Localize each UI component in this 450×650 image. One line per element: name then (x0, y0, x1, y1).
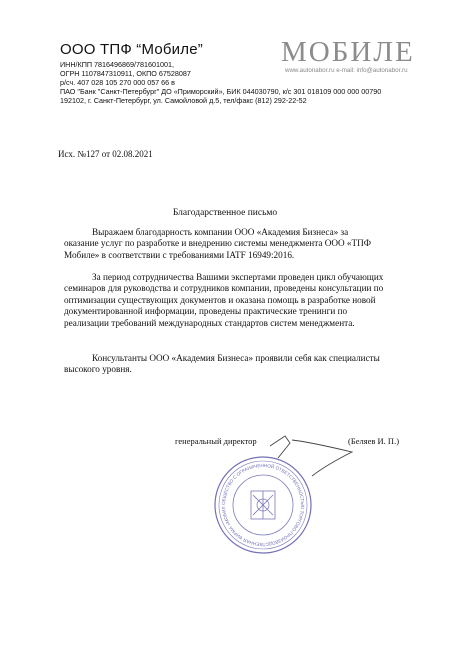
letter-paragraph: Консультанты ООО «Академия Бизнеса» проявили себя как специалисты высокого уровня. (64, 353, 380, 375)
outgoing-reference: Исх. №127 от 02.08.2021 (58, 149, 153, 159)
company-logo: МОБИЛЕ (281, 36, 415, 68)
letter-title: Благодарственное письмо (172, 208, 278, 218)
signatory-position: генеральный директор (175, 436, 257, 446)
logo-contacts: www.autonabor.ru e-mail: info@autonabor.ru (285, 67, 408, 74)
letter-paragraph: За период сотрудничества Вашими экспертами проведен цикл обучающих семинаров для руководства и сотрудников компании, проведены консультации по оптимизации существующих документов и оказана помощь в разработке новой документированной информации, проведены практические тренинги по реализации требований международных стандартов систем менеджмента. (64, 272, 384, 328)
requisites-line: р/сч. 407 028 105 270 000 057 66 в (60, 78, 175, 87)
signatory-name: (Беляев И. П.) (348, 436, 400, 446)
letter-paragraph: Выражаем благодарность компании ООО «Академия Бизнеса» за оказание услуг по разработке и внедрению системы менеджмента ООО «ТПФ Мобиле» в соответствии с требованиями IATF 16949:2016. (64, 227, 371, 260)
requisites-line: ПАО "Банк "Санкт-Петербург" ДО «Приморский», БИК 044030790, к/с 301 018109 000 000 00790 (60, 87, 382, 96)
requisites-line: ИНН/КПП 7816496869/781601001, (60, 60, 175, 69)
requisites-line: ОГРН 1107847310911, ОКПО 67528087 (60, 69, 191, 78)
company-name: ООО ТПФ “Мобиле” (60, 41, 203, 58)
requisites-line: 192102, г. Санкт-Петербург, ул. Самойловой д.5, тел/факс (812) 292-22-52 (60, 96, 307, 105)
company-stamp (213, 455, 313, 555)
svg-text:ОБЩЕСТВО С ОГРАНИЧЕННОЙ ОТВЕТС: ОБЩЕСТВО С ОГРАНИЧЕННОЙ ОТВЕТСТВЕННОСТЬЮ ТОРГОВО-ПРОИЗВОДСТВЕННАЯ ФИРМА «МОБИЛ (220, 462, 306, 548)
